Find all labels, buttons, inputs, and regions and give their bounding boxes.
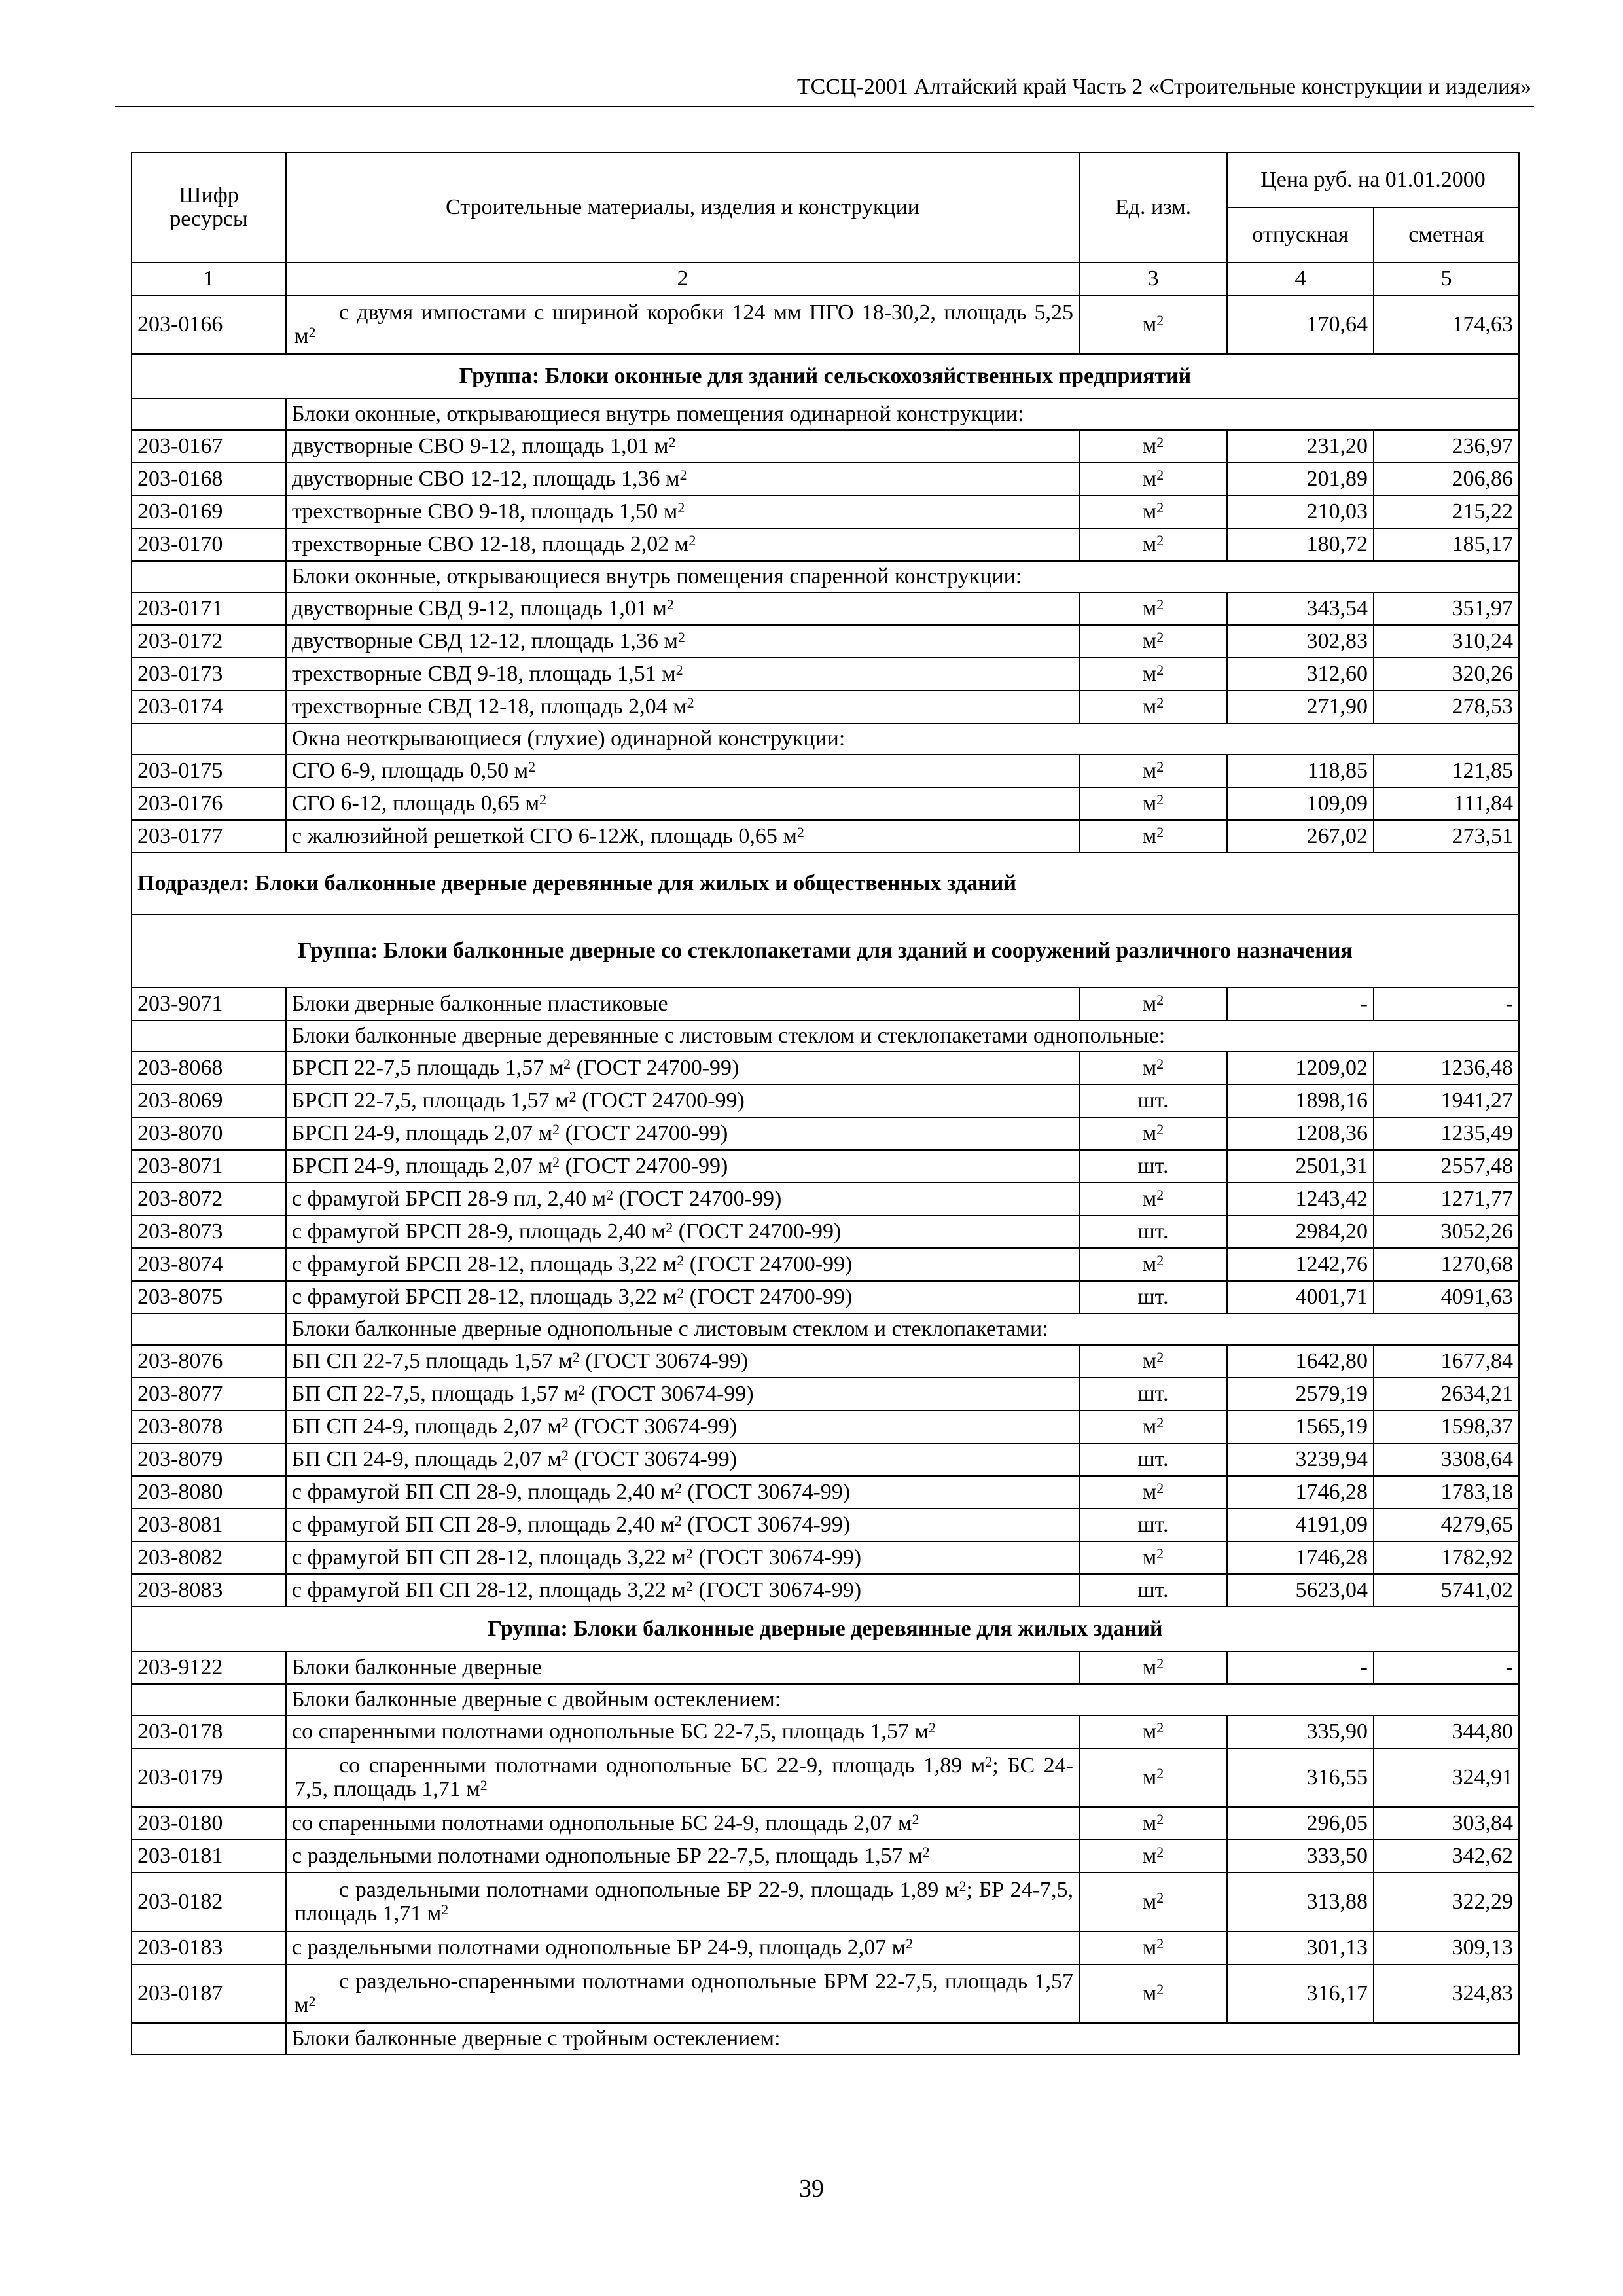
table-row [132, 787, 1519, 820]
row-price-estimate: 320,26 [1374, 658, 1519, 691]
row-price-estimate: 236,97 [1374, 430, 1519, 463]
row-price-estimate: 1677,84 [1374, 1345, 1519, 1378]
row-unit: $м^2$ [1079, 1117, 1227, 1150]
row-code: 203-8075 [132, 1281, 286, 1314]
category-code-empty [132, 561, 286, 592]
row-price-release: 2984,20 [1227, 1215, 1374, 1248]
table-row [132, 1085, 1519, 1117]
row-name: с фрамугой БРСП 28-9, площадь 2,40 $м^2$ (ГОСТ 24700-99) [286, 1215, 1079, 1248]
row-price-release: 1209,02 [1227, 1052, 1374, 1085]
row-price-release: 4001,71 [1227, 1281, 1374, 1314]
head-price-release: отпускная [1227, 207, 1374, 262]
row-code: 203-8069 [132, 1085, 286, 1117]
row-unit: $м^2$ [1079, 1840, 1227, 1873]
row-price-estimate: 1235,49 [1374, 1117, 1519, 1150]
table-row [132, 1715, 1519, 1748]
row-code: 203-0170 [132, 528, 286, 561]
row-name: с фрамугой БП СП 28-12, площадь 3,22 $м^2$ (ГОСТ 30674-99) [286, 1574, 1079, 1607]
group-heading-row [132, 354, 1519, 399]
row-name: с фрамугой БРСП 28-12, площадь 3,22 $м^2$ (ГОСТ 24700-99) [286, 1281, 1079, 1314]
category-row [132, 561, 1519, 592]
category-code-empty [132, 723, 286, 755]
row-price-estimate: 3052,26 [1374, 1215, 1519, 1248]
row-price-estimate: 322,29 [1374, 1873, 1519, 1931]
row-price-release: 1208,36 [1227, 1117, 1374, 1150]
row-price-estimate: 206,86 [1374, 463, 1519, 495]
row-price-release: 316,55 [1227, 1748, 1374, 1807]
row-name: с фрамугой БРСП 28-12, площадь 3,22 $м^2$ (ГОСТ 24700-99) [286, 1248, 1079, 1281]
row-code: 203-8082 [132, 1541, 286, 1574]
head-name: Строительные материалы, изделия и конструкции [286, 152, 1079, 262]
table-row [132, 658, 1519, 691]
row-code: 203-8071 [132, 1150, 286, 1183]
row-unit: $м^2$ [1079, 1410, 1227, 1443]
row-unit: шт. [1079, 1281, 1227, 1314]
table-row [132, 755, 1519, 787]
row-unit: $м^2$ [1079, 1345, 1227, 1378]
row-price-estimate: 185,17 [1374, 528, 1519, 561]
page-number: 39 [799, 2175, 824, 2202]
table-row [132, 295, 1519, 354]
row-price-estimate: 278,53 [1374, 691, 1519, 723]
col-number: 4 [1227, 262, 1374, 295]
row-unit: $м^2$ [1079, 1873, 1227, 1931]
group-heading: Группа: Блоки оконные для зданий сельскохозяйственных предприятий [132, 354, 1519, 399]
row-unit: шт. [1079, 1509, 1227, 1541]
table-row [132, 495, 1519, 528]
row-code: 203-8081 [132, 1509, 286, 1541]
col-number: 1 [132, 262, 286, 295]
table-row [132, 1840, 1519, 1873]
category-row [132, 1020, 1519, 1052]
row-price-estimate: 324,91 [1374, 1748, 1519, 1807]
category-code-empty [132, 1020, 286, 1052]
category-code-empty [132, 1684, 286, 1715]
table-row [132, 1248, 1519, 1281]
row-price-release: 267,02 [1227, 820, 1374, 853]
row-code: 203-8068 [132, 1052, 286, 1085]
row-unit: $м^2$ [1079, 495, 1227, 528]
row-code: 203-0183 [132, 1931, 286, 1964]
row-code: 203-8079 [132, 1443, 286, 1476]
row-price-estimate: 1236,48 [1374, 1052, 1519, 1085]
table-row [132, 820, 1519, 853]
row-price-release: 4191,09 [1227, 1509, 1374, 1541]
row-code: 203-0174 [132, 691, 286, 723]
row-name: двустворные СВД 12-12, площадь 1,36 $м^2$ [286, 625, 1079, 658]
row-code: 203-0178 [132, 1715, 286, 1748]
group-heading-row [132, 1607, 1519, 1651]
row-price-estimate: 1598,37 [1374, 1410, 1519, 1443]
col-number: 3 [1079, 262, 1227, 295]
row-price-estimate: 303,84 [1374, 1807, 1519, 1840]
row-code: 203-8078 [132, 1410, 286, 1443]
row-price-release: 296,05 [1227, 1807, 1374, 1840]
row-unit: шт. [1079, 1085, 1227, 1117]
table-row [132, 1378, 1519, 1410]
row-code: 203-0182 [132, 1873, 286, 1931]
table-row [132, 1052, 1519, 1085]
row-price-estimate: 1270,68 [1374, 1248, 1519, 1281]
row-name: трехстворные СВО 9-18, площадь 1,50 $м^2$ [286, 495, 1079, 528]
head-code: Шифр ресурсы [132, 152, 286, 262]
row-code: 203-0179 [132, 1748, 286, 1807]
table-row [132, 463, 1519, 495]
category-row [132, 2023, 1519, 2054]
table-row [132, 988, 1519, 1020]
row-price-release: 2579,19 [1227, 1378, 1374, 1410]
category-label: Блоки балконные дверные с двойным остеклением: [286, 1684, 1519, 1715]
row-unit: $м^2$ [1079, 1715, 1227, 1748]
row-unit: $м^2$ [1079, 691, 1227, 723]
row-price-release: 1746,28 [1227, 1476, 1374, 1509]
table-row [132, 1117, 1519, 1150]
table-row [132, 1345, 1519, 1378]
category-label: Окна неоткрывающиеся (глухие) одинарной конструкции: [286, 723, 1519, 755]
row-price-release: 1242,76 [1227, 1248, 1374, 1281]
category-row [132, 1684, 1519, 1715]
category-row [132, 1314, 1519, 1345]
category-label: Блоки оконные, открывающиеся внутрь помещения одинарной конструкции: [286, 399, 1519, 430]
table-row [132, 1443, 1519, 1476]
row-price-release: 335,90 [1227, 1715, 1374, 1748]
row-unit: $м^2$ [1079, 1476, 1227, 1509]
row-code: 203-8070 [132, 1117, 286, 1150]
row-code: 203-0180 [132, 1807, 286, 1840]
row-price-release: 180,72 [1227, 528, 1374, 561]
table-row [132, 1964, 1519, 2023]
row-price-release: 170,64 [1227, 295, 1374, 354]
row-price-estimate: 1782,92 [1374, 1541, 1519, 1574]
category-code-empty [132, 1314, 286, 1345]
row-name: с фрамугой БП СП 28-12, площадь 3,22 $м^2$ (ГОСТ 30674-99) [286, 1541, 1079, 1574]
row-name: с раздельно-спаренными полотнами однопольные БРМ 22-7,5, площадь 1,57 $м^2$ [286, 1964, 1079, 2023]
table-row [132, 1651, 1519, 1684]
table-row [132, 528, 1519, 561]
row-unit: $м^2$ [1079, 625, 1227, 658]
row-price-release: 109,09 [1227, 787, 1374, 820]
row-name: с раздельными полотнами однопольные БР 22-9, площадь 1,89 $м^2$; БР 24-7,5, площадь 1,71 $м^2$ [286, 1873, 1079, 1931]
row-price-estimate: 351,97 [1374, 592, 1519, 625]
row-price-estimate: 121,85 [1374, 755, 1519, 787]
table-row [132, 1807, 1519, 1840]
row-price-release: 3239,94 [1227, 1443, 1374, 1476]
row-name: БП СП 22-7,5, площадь 1,57 $м^2$ (ГОСТ 30674-99) [286, 1378, 1079, 1410]
row-name: БП СП 24-9, площадь 2,07 $м^2$ (ГОСТ 30674-99) [286, 1410, 1079, 1443]
row-unit: $м^2$ [1079, 1748, 1227, 1807]
row-price-estimate: - [1374, 1651, 1519, 1684]
row-code: 203-8074 [132, 1248, 286, 1281]
table-row [132, 691, 1519, 723]
row-price-release: 231,20 [1227, 430, 1374, 463]
row-unit: $м^2$ [1079, 592, 1227, 625]
row-price-estimate: 1783,18 [1374, 1476, 1519, 1509]
row-name: двустворные СВД 9-12, площадь 1,01 $м^2$ [286, 592, 1079, 625]
row-code: 203-8077 [132, 1378, 286, 1410]
table-row [132, 1873, 1519, 1931]
row-price-release: 1565,19 [1227, 1410, 1374, 1443]
row-unit: $м^2$ [1079, 1541, 1227, 1574]
row-unit: шт. [1079, 1443, 1227, 1476]
head-price-group: Цена руб. на 01.01.2000 [1227, 152, 1519, 207]
row-unit: $м^2$ [1079, 787, 1227, 820]
row-name: БРСП 24-9, площадь 2,07 $м^2$ (ГОСТ 24700-99) [286, 1117, 1079, 1150]
head-price-estimate: сметная [1374, 207, 1519, 262]
row-price-estimate: 344,80 [1374, 1715, 1519, 1748]
row-name: с раздельными полотнами однопольные БР 24-9, площадь 2,07 $м^2$ [286, 1931, 1079, 1964]
row-price-release: - [1227, 988, 1374, 1020]
row-code: 203-8072 [132, 1183, 286, 1215]
table-row [132, 1541, 1519, 1574]
row-code: 203-8080 [132, 1476, 286, 1509]
category-label: Блоки балконные дверные с тройным остеклением: [286, 2023, 1519, 2054]
row-name: СГО 6-9, площадь 0,50 $м^2$ [286, 755, 1079, 787]
row-price-release: 316,17 [1227, 1964, 1374, 2023]
row-unit: $м^2$ [1079, 988, 1227, 1020]
row-unit: $м^2$ [1079, 1183, 1227, 1215]
row-unit: $м^2$ [1079, 1931, 1227, 1964]
row-unit: шт. [1079, 1215, 1227, 1248]
col-number: 5 [1374, 262, 1519, 295]
category-label: Блоки балконные дверные деревянные с листовым стеклом и стеклопакетами однопольные: [286, 1020, 1519, 1052]
subsection-heading: Подраздел: Блоки балконные дверные деревянные для жилых и общественных зданий [132, 853, 1519, 914]
price-table [131, 152, 1520, 2055]
row-code: 203-0168 [132, 463, 286, 495]
row-unit: шт. [1079, 1150, 1227, 1183]
row-price-estimate: - [1374, 988, 1519, 1020]
row-name: СГО 6-12, площадь 0,65 $м^2$ [286, 787, 1079, 820]
col-number: 2 [286, 262, 1079, 295]
row-unit: $м^2$ [1079, 658, 1227, 691]
row-price-release: 1642,80 [1227, 1345, 1374, 1378]
row-code: 203-8076 [132, 1345, 286, 1378]
row-price-estimate: 2634,21 [1374, 1378, 1519, 1410]
category-row [132, 399, 1519, 430]
row-code: 203-0171 [132, 592, 286, 625]
row-price-estimate: 4091,63 [1374, 1281, 1519, 1314]
row-unit: $м^2$ [1079, 1651, 1227, 1684]
row-name: Блоки балконные дверные [286, 1651, 1079, 1684]
row-price-release: 312,60 [1227, 658, 1374, 691]
row-name: с фрамугой БП СП 28-9, площадь 2,40 $м^2$ (ГОСТ 30674-99) [286, 1476, 1079, 1509]
row-price-estimate: 273,51 [1374, 820, 1519, 853]
row-name: со спаренными полотнами однопольные БС 22-9, площадь 1,89 $м^2$; БС 24-7,5, площадь 1,71 $м^2$ [286, 1748, 1079, 1807]
row-name: трехстворные СВД 9-18, площадь 1,51 $м^2$ [286, 658, 1079, 691]
row-unit: $м^2$ [1079, 528, 1227, 561]
row-price-estimate: 342,62 [1374, 1840, 1519, 1873]
row-unit: $м^2$ [1079, 463, 1227, 495]
row-name: БРСП 24-9, площадь 2,07 $м^2$ (ГОСТ 24700-99) [286, 1150, 1079, 1183]
page-header [115, 72, 1534, 107]
row-price-estimate: 5741,02 [1374, 1574, 1519, 1607]
category-label: Блоки оконные, открывающиеся внутрь помещения спаренной конструкции: [286, 561, 1519, 592]
row-name: с двумя импостами с шириной коробки 124 мм ПГО 18-30,2, площадь 5,25 $м^2$ [286, 295, 1079, 354]
table-row [132, 1931, 1519, 1964]
row-price-release: 333,50 [1227, 1840, 1374, 1873]
row-price-release: 343,54 [1227, 592, 1374, 625]
row-code: 203-0166 [132, 295, 286, 354]
row-name: Блоки дверные балконные пластиковые [286, 988, 1079, 1020]
row-unit: $м^2$ [1079, 1248, 1227, 1281]
table-row [132, 1476, 1519, 1509]
row-price-release: 5623,04 [1227, 1574, 1374, 1607]
table-row [132, 1748, 1519, 1807]
row-price-release: 1898,16 [1227, 1085, 1374, 1117]
row-price-release: 201,89 [1227, 463, 1374, 495]
table-row [132, 1574, 1519, 1607]
row-price-release: 118,85 [1227, 755, 1374, 787]
table-row [132, 1509, 1519, 1541]
row-price-estimate: 1941,27 [1374, 1085, 1519, 1117]
row-name: БРСП 22-7,5, площадь 1,57 $м^2$ (ГОСТ 24700-99) [286, 1085, 1079, 1117]
row-name: с фрамугой БРСП 28-9 пл, 2,40 $м^2$ (ГОСТ 24700-99) [286, 1183, 1079, 1215]
row-unit: шт. [1079, 1378, 1227, 1410]
row-price-release: 302,83 [1227, 625, 1374, 658]
row-name: трехстворные СВД 12-18, площадь 2,04 $м^2$ [286, 691, 1079, 723]
table-row [132, 430, 1519, 463]
row-name: БП СП 24-9, площадь 2,07 $м^2$ (ГОСТ 30674-99) [286, 1443, 1079, 1476]
row-unit: $м^2$ [1079, 1807, 1227, 1840]
row-code: 203-0175 [132, 755, 286, 787]
table-row [132, 592, 1519, 625]
row-price-estimate: 2557,48 [1374, 1150, 1519, 1183]
row-price-release: 1243,42 [1227, 1183, 1374, 1215]
row-unit: $м^2$ [1079, 755, 1227, 787]
row-price-estimate: 4279,65 [1374, 1509, 1519, 1541]
table-row [132, 625, 1519, 658]
row-name: со спаренными полотнами однопольные БС 24-9, площадь 2,07 $м^2$ [286, 1807, 1079, 1840]
row-price-release: - [1227, 1651, 1374, 1684]
category-row [132, 723, 1519, 755]
table-head-row [132, 152, 1519, 207]
subsection-heading-row [132, 853, 1519, 914]
row-price-release: 301,13 [1227, 1931, 1374, 1964]
category-code-empty [132, 2023, 286, 2054]
row-name: с раздельными полотнами однопольные БР 22-7,5, площадь 1,57 $м^2$ [286, 1840, 1079, 1873]
table-row [132, 1215, 1519, 1248]
row-name: БРСП 22-7,5 площадь 1,57 $м^2$ (ГОСТ 24700-99) [286, 1052, 1079, 1085]
row-name: БП СП 22-7,5 площадь 1,57 $м^2$ (ГОСТ 30674-99) [286, 1345, 1079, 1378]
row-code: 203-0187 [132, 1964, 286, 2023]
row-price-release: 313,88 [1227, 1873, 1374, 1931]
row-code: 203-0176 [132, 787, 286, 820]
row-code: 203-9071 [132, 988, 286, 1020]
row-unit: $м^2$ [1079, 295, 1227, 354]
row-price-estimate: 174,63 [1374, 295, 1519, 354]
group-heading: Группа: Блоки балконные дверные деревянные для жилых зданий [132, 1607, 1519, 1651]
row-code: 203-8083 [132, 1574, 286, 1607]
row-price-estimate: 3308,64 [1374, 1443, 1519, 1476]
row-code: 203-9122 [132, 1651, 286, 1684]
row-code: 203-0172 [132, 625, 286, 658]
group-heading: Группа: Блоки балконные дверные со стеклопакетами для зданий и сооружений различного назначения [132, 914, 1519, 988]
row-code: 203-8073 [132, 1215, 286, 1248]
row-price-estimate: 309,13 [1374, 1931, 1519, 1964]
row-unit: $м^2$ [1079, 1052, 1227, 1085]
row-code: 203-0181 [132, 1840, 286, 1873]
row-price-estimate: 1271,77 [1374, 1183, 1519, 1215]
row-name: трехстворные СВО 12-18, площадь 2,02 $м^2$ [286, 528, 1079, 561]
table-row [132, 1410, 1519, 1443]
head-unit: Ед. изм. [1079, 152, 1227, 262]
row-code: 203-0173 [132, 658, 286, 691]
row-unit: $м^2$ [1079, 1964, 1227, 2023]
row-name: с жалюзийной решеткой СГО 6-12Ж, площадь 0,65 $м^2$ [286, 820, 1079, 853]
row-code: 203-0177 [132, 820, 286, 853]
row-unit: $м^2$ [1079, 430, 1227, 463]
row-name: со спаренными полотнами однопольные БС 22-7,5, площадь 1,57 $м^2$ [286, 1715, 1079, 1748]
row-price-estimate: 310,24 [1374, 625, 1519, 658]
row-name: двустворные СВО 12-12, площадь 1,36 $м^2$ [286, 463, 1079, 495]
row-price-estimate: 324,83 [1374, 1964, 1519, 2023]
row-unit: шт. [1079, 1574, 1227, 1607]
row-code: 203-0167 [132, 430, 286, 463]
group-heading-row [132, 914, 1519, 988]
column-number-row [132, 262, 1519, 295]
row-unit: $м^2$ [1079, 820, 1227, 853]
row-price-estimate: 215,22 [1374, 495, 1519, 528]
row-code: 203-0169 [132, 495, 286, 528]
row-price-estimate: 111,84 [1374, 787, 1519, 820]
row-price-release: 2501,31 [1227, 1150, 1374, 1183]
row-price-release: 1746,28 [1227, 1541, 1374, 1574]
row-price-release: 271,90 [1227, 691, 1374, 723]
table-row [132, 1150, 1519, 1183]
table-row [132, 1183, 1519, 1215]
table-row [132, 1281, 1519, 1314]
row-name: с фрамугой БП СП 28-9, площадь 2,40 $м^2$ (ГОСТ 30674-99) [286, 1509, 1079, 1541]
row-name: двустворные СВО 9-12, площадь 1,01 $м^2$ [286, 430, 1079, 463]
header-title: ТССЦ-2001 Алтайский край Часть 2 «Строительные конструкции и изделия» [796, 75, 1531, 99]
category-label: Блоки балконные дверные однопольные с листовым стеклом и стеклопакетами: [286, 1314, 1519, 1345]
row-price-release: 210,03 [1227, 495, 1374, 528]
category-code-empty [132, 399, 286, 430]
